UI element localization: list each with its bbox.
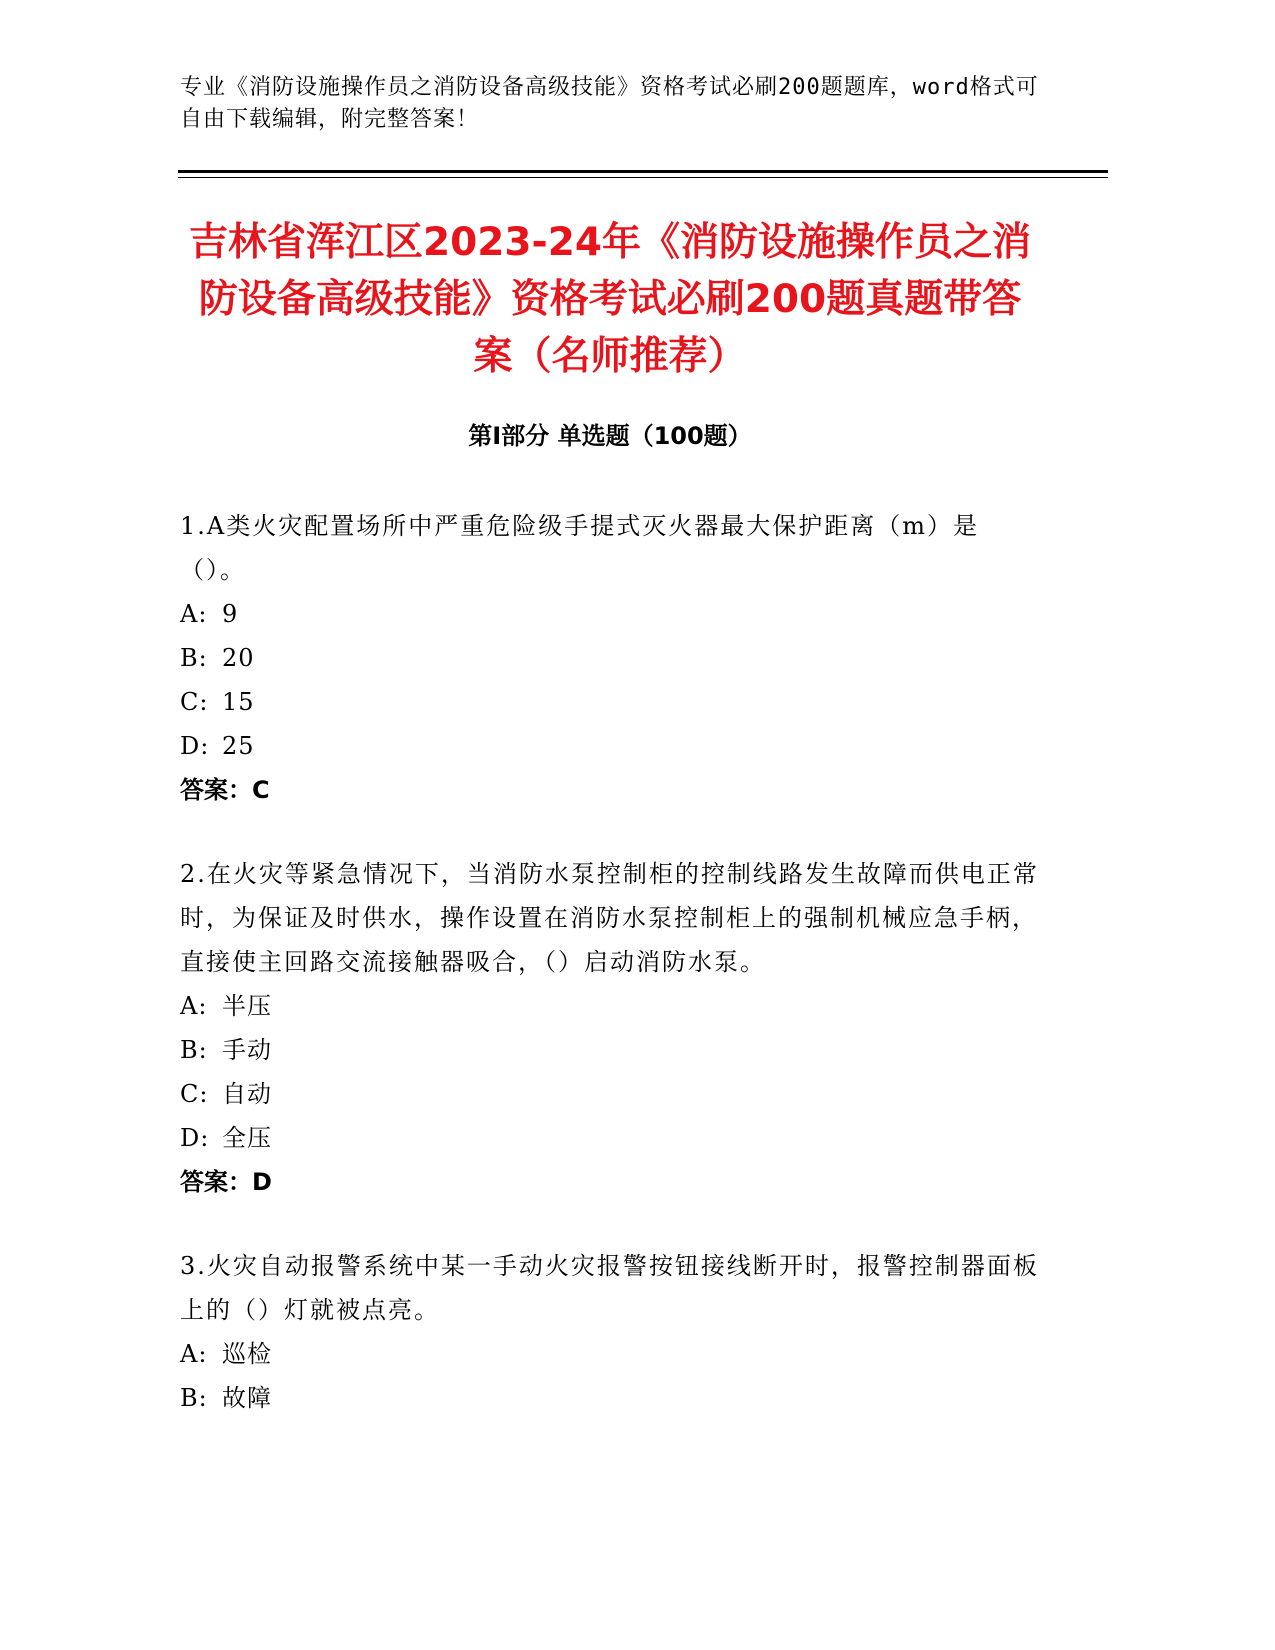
option-c xyxy=(180,1072,1040,1116)
option-text: 半压 xyxy=(222,992,272,1020)
option-a xyxy=(180,1332,1040,1376)
option-key: A: xyxy=(180,992,208,1020)
option-key: D: xyxy=(180,732,210,760)
option-text: 9 xyxy=(222,600,239,628)
option-text: 15 xyxy=(222,688,255,716)
option-c xyxy=(180,680,1040,724)
option-d xyxy=(180,1116,1040,1160)
option-a xyxy=(180,984,1040,1028)
option-key: D: xyxy=(180,1124,210,1152)
option-text: 手动 xyxy=(222,1036,272,1064)
document-title: 吉林省浑江区2023-24年《消防设施操作员之消防设备高级技能》资格考试必刷200题真题带答案（名师推荐） xyxy=(188,220,1031,379)
option-b xyxy=(180,1028,1040,1072)
option-d xyxy=(180,724,1040,768)
option-text: 自动 xyxy=(222,1080,272,1108)
question-1 xyxy=(180,504,1040,812)
header-note: 专业《消防设施操作员之消防设备高级技能》资格考试必刷200题题库，word格式可自由下载编辑，附完整答案！ xyxy=(180,75,1039,132)
option-text: 巡检 xyxy=(222,1340,272,1368)
option-text: 20 xyxy=(222,644,255,672)
question-stem: 1.A类火灾配置场所中严重危险级手提式灭火器最大保护距离（m）是（）。 xyxy=(180,512,979,584)
header-divider-thick xyxy=(178,170,1108,173)
question-stem: 2.在火灾等紧急情况下，当消防水泵控制柜的控制线路发生故障而供电正常时，为保证及时供水，操作设置在消防水泵控制柜上的强制机械应急手柄，直接使主回路交流接触器吸合，（）启动消防水泵。 xyxy=(180,860,1039,976)
option-key: B: xyxy=(180,1036,208,1064)
question-stem: 3.火灾自动报警系统中某一手动火灾报警按钮接线断开时，报警控制器面板上的（）灯就被点亮。 xyxy=(180,1252,1039,1324)
option-key: A: xyxy=(180,600,208,628)
header-divider-thin xyxy=(178,177,1108,178)
question-3 xyxy=(180,1244,1040,1420)
option-b xyxy=(180,1376,1040,1420)
question-2 xyxy=(180,852,1040,1204)
option-key: B: xyxy=(180,644,208,672)
option-key: B: xyxy=(180,1384,208,1412)
section-title: 第Ⅰ部分 单选题（100题） xyxy=(468,422,752,450)
option-text: 故障 xyxy=(222,1384,272,1412)
answer: 答案：D xyxy=(180,1168,272,1196)
option-b xyxy=(180,636,1040,680)
option-key: C: xyxy=(180,1080,209,1108)
option-text: 全压 xyxy=(222,1124,272,1152)
option-a xyxy=(180,592,1040,636)
answer: 答案：C xyxy=(180,776,270,804)
option-key: A: xyxy=(180,1340,208,1368)
option-text: 25 xyxy=(222,732,255,760)
option-key: C: xyxy=(180,688,209,716)
